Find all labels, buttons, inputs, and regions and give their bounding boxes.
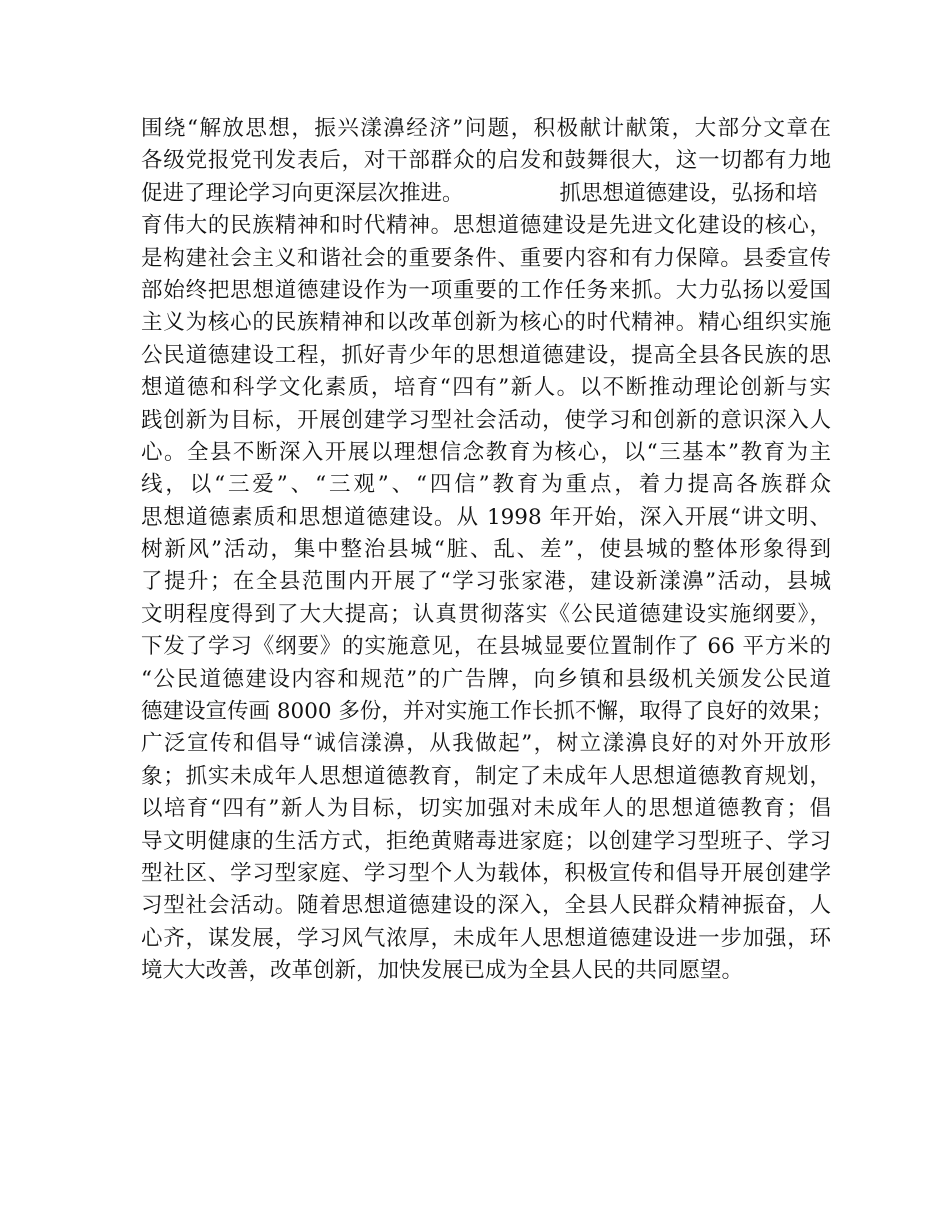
text-line: 以培育“四有”新人为目标，切实加强对未成年人的思想道德教育；倡 [141, 796, 831, 822]
text-line: 主义为核心的民族精神和以改革创新为核心的时代精神。精心组织实施 [141, 310, 831, 336]
text-line: 象；抓实未成年人思想道德教育，制定了未成年人思想道德教育规划， [141, 763, 831, 789]
text-line: 导文明健康的生活方式，拒绝黄赌毒进家庭；以创建学习型班子、学习 [141, 828, 831, 854]
text-line: 公民道德建设工程，抓好青少年的思想道德建设，提高全县各民族的思 [141, 342, 831, 368]
text-segment: 促进了理论学习向更深层次推进。 [141, 180, 464, 206]
body-text [141, 113, 831, 988]
text-line [141, 178, 831, 210]
text-line: 境大大改善，改革创新，加快发展已成为全县人民的共同愿望。 [141, 958, 744, 984]
text-segment: 抓思想道德建设，弘扬和培 [559, 180, 818, 206]
text-line: 心齐，谋发展，学习风气浓厚，未成年人思想道德建设进一步加强，环 [141, 925, 831, 951]
text-line: 线，以“三爱”、“三观”、“四信”教育为重点，着力提高各族群众 [141, 472, 831, 498]
text-line: 广泛宣传和倡导“诚信漾濞，从我做起”，树立漾濞良好的对外开放形 [141, 731, 831, 757]
text-line: 部始终把思想道德建设作为一项重要的工作任务来抓。大力弘扬以爱国 [141, 277, 831, 303]
text-line: 了提升；在全县范围内开展了“学习张家港，建设新漾濞”活动，县城 [141, 569, 831, 595]
text-line: 树新风”活动，集中整治县城“脏、乱、差”，使县城的整体形象得到 [141, 537, 831, 563]
text-line: 德建设宣传画 8000 多份，并对实施工作长抓不懈，取得了良好的效果； [141, 699, 833, 725]
text-line: 围绕“解放思想，振兴漾濞经济”问题，积极献计献策，大部分文章在 [141, 116, 831, 141]
text-line: 育伟大的民族精神和时代精神。思想道德建设是先进文化建设的核心， [141, 213, 831, 239]
text-line: 文明程度得到了大大提高；认真贯彻落实《公民道德建设实施纲要》， [141, 601, 831, 627]
text-line: 心。全县不断深入开展以理想信念教育为核心，以“三基本”教育为主 [141, 439, 831, 465]
text-line: 想道德和科学文化素质，培育“四有”新人。以不断推动理论创新与实 [141, 375, 831, 401]
text-line: 型社区、学习型家庭、学习型个人为载体，积极宣传和倡导开展创建学 [141, 860, 831, 886]
text-line: 思想道德素质和思想道德建设。从 1998 年开始，深入开展“讲文明、 [141, 504, 831, 530]
text-line: 各级党报党刊发表后，对干部群众的启发和鼓舞很大，这一切都有力地 [141, 148, 831, 174]
text-line: 习型社会活动。随着思想道德建设的深入，全县人民群众精神振奋，人 [141, 893, 831, 919]
text-line: “公民道德建设内容和规范”的广告牌，向乡镇和县级机关颁发公民道 [141, 666, 831, 692]
text-line: 是构建社会主义和谐社会的重要条件、重要内容和有力保障。县委宣传 [141, 245, 831, 271]
text-line: 下发了学习《纲要》的实施意见，在县城显要位置制作了 66 平方米的 [141, 634, 831, 660]
text-line: 践创新为目标，开展创建学习型社会活动，使学习和创新的意识深入人 [141, 407, 831, 433]
